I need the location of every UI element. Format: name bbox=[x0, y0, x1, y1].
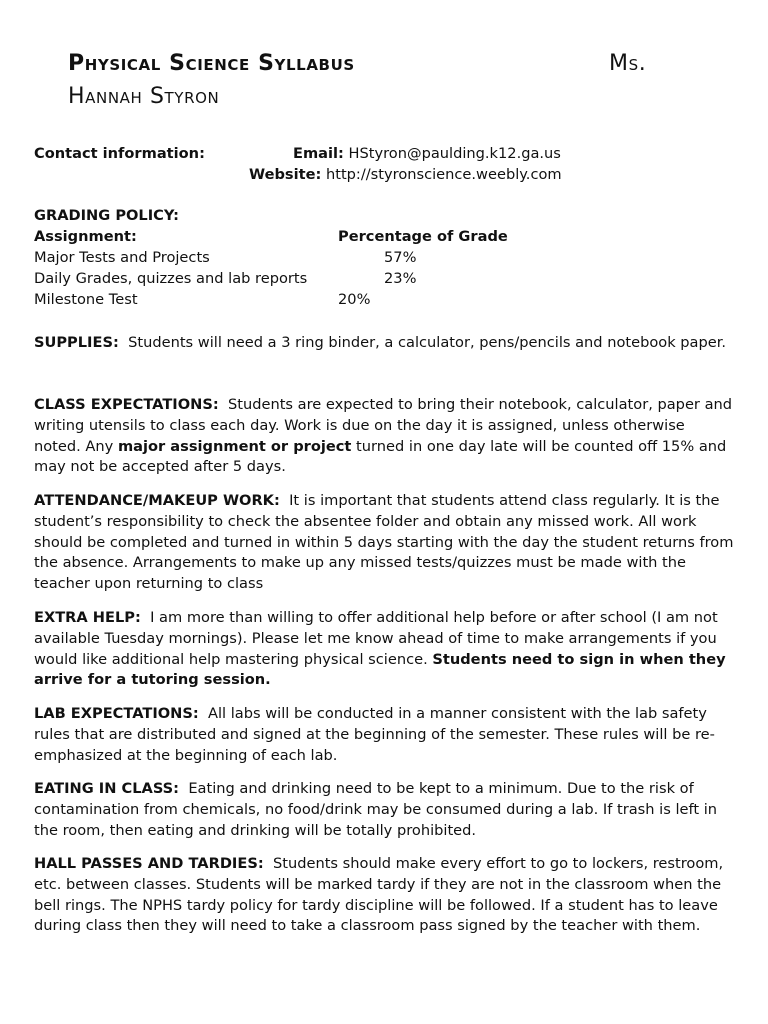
website-label: Website: bbox=[249, 166, 322, 183]
supplies-text: Students will need a 3 ring binder, a calculator, pens/pencils and notebook paper. bbox=[128, 334, 727, 351]
teacher-name: Hannah Styron bbox=[68, 84, 220, 109]
lab-text: All labs will be conducted in a manner consistent with the lab safety rules that are distributed and signed at the beginning of the semester. These rules will be re-emphasized at the beginning of each lab. bbox=[34, 705, 715, 764]
email-label: Email: bbox=[293, 145, 344, 162]
email-row bbox=[293, 145, 561, 162]
syllabus-title: Physical Science Syllabus bbox=[68, 51, 355, 76]
email-link[interactable]: HStyron@paulding.k12.ga.us bbox=[348, 145, 561, 162]
eating-label: EATING IN CLASS: bbox=[34, 780, 180, 797]
lab-label: LAB EXPECTATIONS: bbox=[34, 705, 199, 722]
extra-help-emphasis: Students need to sign in when they arrive for a tutoring session. bbox=[34, 650, 726, 689]
contact-label: Contact information: bbox=[34, 145, 205, 162]
grading-row-name: Major Tests and Projects bbox=[34, 249, 210, 266]
extra-help-section bbox=[34, 608, 734, 691]
attendance-text: It is important that students attend class regularly. It is the student’s responsibility to check the absentee folder and obtain any missed work. All work should be completed and turned in within 5 days starting with the day the student returns from the absence. Arrangements to make up any missed tests/quizzes must be made with the teacher upon returning to class bbox=[34, 492, 734, 593]
page-title bbox=[68, 48, 647, 80]
supplies-label: SUPPLIES: bbox=[34, 334, 119, 351]
grading-row-pct: 20% bbox=[338, 291, 371, 308]
grading-row-name: Milestone Test bbox=[34, 291, 138, 308]
lab-section bbox=[34, 704, 734, 766]
eating-text: Eating and drinking need to be kept to a minimum. Due to the risk of contamination from chemicals, no food/drink may be consumed during a lab. If trash is left in the room, then eating and drinking will be totally prohibited. bbox=[34, 780, 718, 839]
hall-passes-label: HALL PASSES AND TARDIES: bbox=[34, 855, 264, 872]
teacher-prefix: Ms. bbox=[609, 51, 647, 76]
grading-col-percentage: Percentage of Grade bbox=[338, 228, 508, 245]
grading-row-name: Daily Grades, quizzes and lab reports bbox=[34, 270, 308, 287]
extra-help-text: I am more than willing to offer additional help before or after school (I am not available Tuesday mornings). Please let me know ahead of time to make arrangements if you would like additional help mastering physical science. bbox=[34, 609, 718, 668]
grading-row-pct: 57% bbox=[384, 249, 417, 266]
grading-heading: GRADING POLICY: bbox=[34, 207, 180, 224]
attendance-label: ATTENDANCE/MAKEUP WORK: bbox=[34, 492, 280, 509]
hall-passes-section bbox=[34, 854, 734, 937]
grading-col-assignment: Assignment: bbox=[34, 228, 137, 245]
eating-section bbox=[34, 779, 734, 841]
class-expectations-text: Students are expected to bring their notebook, calculator, paper and writing utensils to class each day. Work is due on the day it is assigned, unless otherwise noted. Any bbox=[34, 396, 733, 455]
attendance-section bbox=[34, 491, 734, 595]
website-link[interactable]: http://styronscience.weebly.com bbox=[325, 166, 562, 183]
class-expectations-label: CLASS EXPECTATIONS: bbox=[34, 396, 219, 413]
class-expectations-text-end: turned in one day late will be counted off 15% and may not be accepted after 5 days. bbox=[34, 437, 727, 476]
extra-help-label: EXTRA HELP: bbox=[34, 609, 141, 626]
class-expectations-emphasis: major assignment or project bbox=[117, 437, 352, 455]
website-row bbox=[249, 166, 562, 183]
grading-row-pct: 23% bbox=[384, 270, 417, 287]
class-expectations-section bbox=[34, 395, 734, 478]
supplies-section bbox=[34, 333, 734, 354]
hall-passes-text: Students should make every effort to go to lockers, restroom, etc. between classes. Students will be marked tardy if they are not in the classroom when the bell rings. The NPHS tardy policy for tardy discipline will be followed. If a student has to leave during class then they will need to take a classroom pass signed by the teacher with them. bbox=[34, 855, 724, 935]
